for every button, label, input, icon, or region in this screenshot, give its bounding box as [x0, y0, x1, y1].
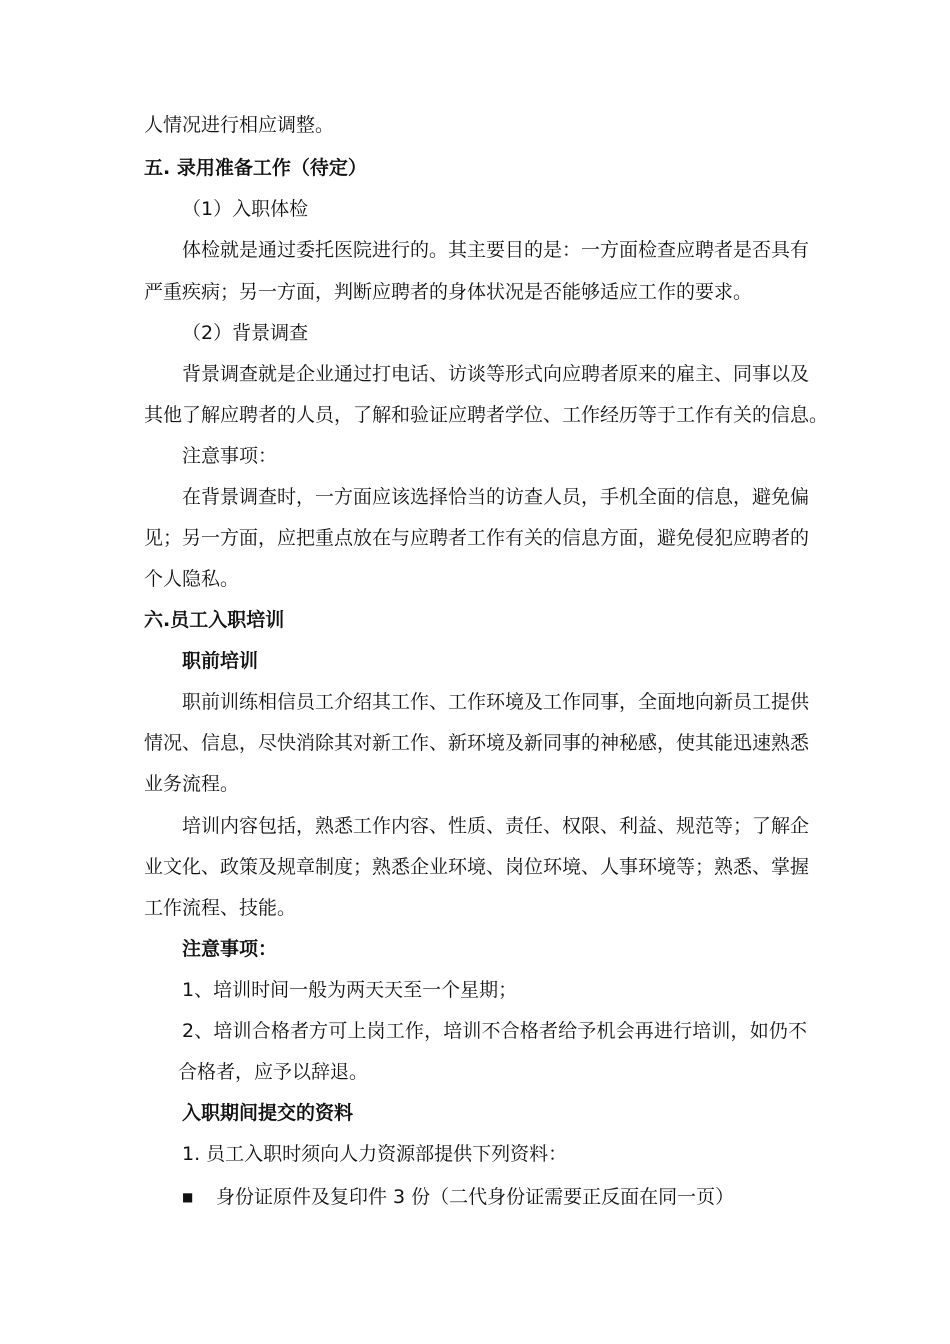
section5-item2-heading: （2）背景调查	[182, 322, 309, 344]
section5-note-label: 注意事项：	[182, 445, 278, 467]
paragraph-text: 背景调查就是企业通过打电话、访谈等形式向应聘者原来的雇主、同事以及	[182, 363, 810, 385]
section6-p2-line2	[144, 854, 810, 880]
paragraph-text: 见；另一方面，应把重点放在与应聘者工作有关的信息方面，避免侵犯应聘者的	[144, 527, 810, 549]
bullet-square-icon: ■	[182, 1190, 194, 1204]
section6-subheading-pre-job-training: 职前培训	[182, 650, 259, 672]
section5-heading: 五. 录用准备工作（待定）	[144, 157, 367, 179]
section6-note-item2-line1	[182, 1018, 807, 1044]
section6-note-item2-line2: 合格者，应予以辞退。	[178, 1061, 369, 1083]
paragraph-text: 在背景调查时，一方面应该选择恰当的访查人员，手机全面的信息，避免偏	[182, 486, 810, 508]
section6-note-label: 注意事项：	[182, 938, 278, 960]
section5-note-line3: 个人隐私。	[144, 568, 240, 590]
paragraph-text: 体检就是通过委托医院进行的。其主要目的是：一方面检查应聘者是否具有	[182, 239, 810, 261]
section5-note-line1	[182, 484, 810, 510]
paragraph-text: 情况、信息，尽快消除其对新工作、新环境及新同事的神秘感，使其能迅速熟悉	[144, 732, 810, 754]
section5-note-line2	[144, 525, 810, 551]
section5-item1-paragraph-line2: 严重疾病；另一方面，判断应聘者的身体状况是否能够适应工作的要求。	[144, 281, 753, 303]
paragraph-text: 2、培训合格者方可上岗工作，培训不合格者给予机会再进行培训，如仍不	[182, 1020, 807, 1042]
section6-p1-line1	[182, 689, 810, 715]
section5-continuation: 人情况进行相应调整。	[144, 114, 335, 136]
section5-item2-paragraph-line1	[182, 361, 810, 387]
section6-p1-line2	[144, 730, 810, 756]
paragraph-text: 其他了解应聘者的人员，了解和验证应聘者学位、工作经历等于工作有关的信息。	[144, 404, 829, 426]
section6-note-item1: 1、培训时间一般为两天天至一个星期；	[182, 979, 518, 1001]
section6-p2-line1	[182, 813, 810, 839]
section5-item1-heading: （1）入职体检	[182, 198, 309, 220]
section5-item1-paragraph-line1	[182, 237, 810, 263]
paragraph-text: 培训内容包括，熟悉工作内容、性质、责任、权限、利益、规范等；了解企	[182, 815, 810, 837]
paragraph-text: 职前训练相信员工介绍其工作、工作环境及工作同事，全面地向新员工提供	[182, 691, 810, 713]
section5-item2-paragraph-line2	[144, 402, 829, 428]
section6-heading: 六.员工入职培训	[144, 609, 285, 631]
documents-list-item1: 身份证原件及复印件 3 份（二代身份证需要正反面在同一页）	[216, 1186, 735, 1208]
paragraph-text: 业文化、政策及规章制度；熟悉企业环境、岗位环境、人事环境等；熟悉、掌握	[144, 856, 810, 878]
section6-p2-line3: 工作流程、技能。	[144, 897, 297, 919]
section6-subheading-documents: 入职期间提交的资料	[182, 1102, 354, 1124]
section6-documents-intro: 1. 员工入职时须向人力资源部提供下列资料：	[182, 1143, 568, 1165]
section6-p1-line3: 业务流程。	[144, 773, 240, 795]
